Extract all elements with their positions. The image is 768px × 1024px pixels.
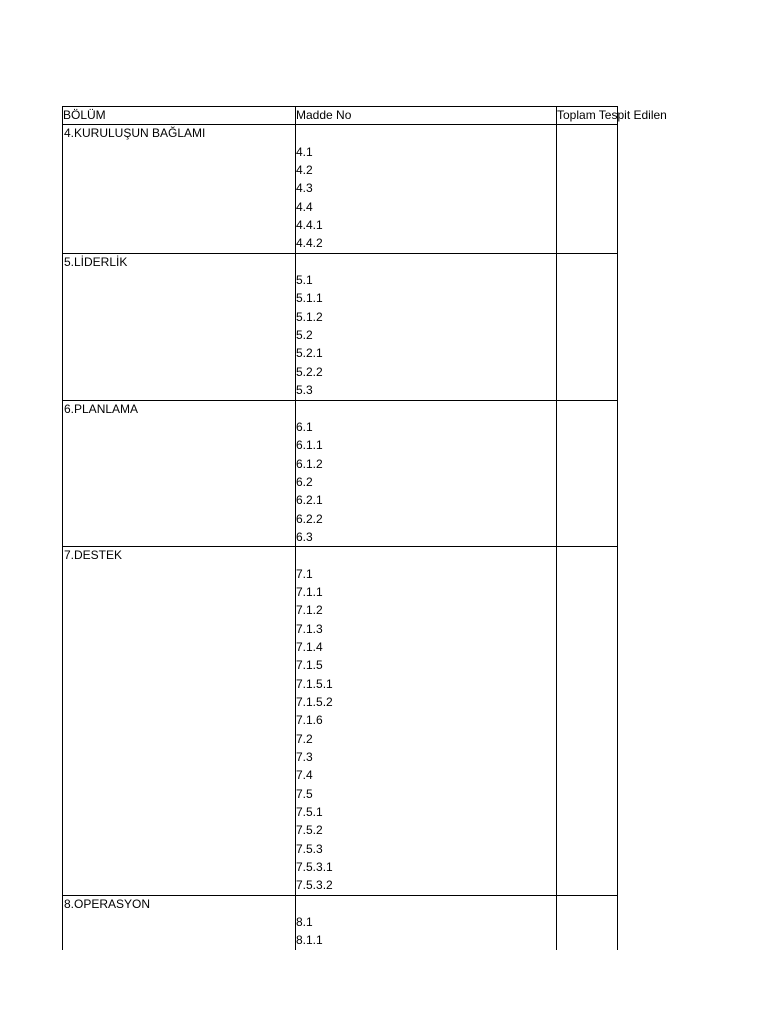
table-row	[62, 565, 618, 583]
total-cell[interactable]	[556, 289, 618, 307]
section-cell-empty[interactable]	[62, 528, 295, 546]
total-cell[interactable]	[556, 161, 618, 179]
table-row	[62, 455, 618, 473]
total-cell[interactable]	[556, 234, 618, 252]
total-cell[interactable]	[556, 748, 618, 766]
grid-horizontal-line	[62, 124, 618, 125]
section-cell-empty[interactable]	[62, 785, 295, 803]
section-cell-empty[interactable]	[62, 620, 295, 638]
clause-number-cell[interactable]: 4.4.1	[296, 218, 323, 233]
section-cell-empty[interactable]	[62, 234, 295, 252]
clause-number-cell[interactable]: 7.5.2	[296, 823, 323, 838]
total-cell[interactable]	[556, 656, 618, 674]
grid-horizontal-line	[62, 106, 618, 107]
table-row	[62, 528, 618, 546]
section-cell-empty[interactable]	[62, 510, 295, 528]
clause-cell-empty[interactable]	[295, 546, 556, 564]
section-cell-empty[interactable]	[62, 583, 295, 601]
section-cell-empty[interactable]	[62, 289, 295, 307]
clause-number-cell[interactable]: 6.3	[296, 529, 313, 544]
total-cell[interactable]	[556, 510, 618, 528]
section-cell-empty[interactable]	[62, 161, 295, 179]
table-row	[62, 344, 618, 362]
clause-number-cell[interactable]: 7.4	[296, 768, 313, 783]
grid-vertical-line	[295, 106, 296, 950]
total-cell[interactable]	[556, 326, 618, 344]
section-title-cell[interactable]: 8.OPERASYON	[64, 896, 151, 911]
clause-number-cell[interactable]: 7.1.3	[296, 621, 323, 636]
table-row	[62, 436, 618, 454]
section-cell-empty[interactable]	[62, 931, 295, 949]
clause-number-cell[interactable]: 7.5.1	[296, 805, 323, 820]
clause-number-cell[interactable]: 6.2	[296, 474, 313, 489]
section-cell-empty[interactable]	[62, 656, 295, 674]
clause-number-cell[interactable]: 4.3	[296, 181, 313, 196]
table-row	[62, 473, 618, 491]
table-row	[62, 418, 618, 436]
clause-number-cell[interactable]: 7.5	[296, 786, 313, 801]
table-row	[62, 693, 618, 711]
clause-number-cell[interactable]: 7.1.5.1	[296, 676, 333, 691]
section-cell-empty[interactable]	[62, 876, 295, 894]
table-row	[62, 363, 618, 381]
clause-cell-empty[interactable]	[295, 895, 556, 913]
clause-number-cell[interactable]: 7.1.5	[296, 658, 323, 673]
section-title-row	[62, 895, 618, 913]
table-row	[62, 748, 618, 766]
clause-cell-empty[interactable]	[295, 253, 556, 271]
section-cell-empty[interactable]	[62, 344, 295, 362]
clause-number-cell[interactable]: 5.1.2	[296, 309, 323, 324]
table-row	[62, 821, 618, 839]
clause-number-cell[interactable]: 5.2.2	[296, 364, 323, 379]
section-cell-empty[interactable]	[62, 308, 295, 326]
section-cell-empty[interactable]	[62, 858, 295, 876]
clause-number-cell[interactable]: 6.1	[296, 419, 313, 434]
section-cell-empty[interactable]	[62, 840, 295, 858]
table-row	[62, 198, 618, 216]
table-row	[62, 840, 618, 858]
table-row	[62, 510, 618, 528]
total-cell[interactable]	[556, 143, 618, 161]
total-cell[interactable]	[556, 418, 618, 436]
clause-number-cell[interactable]: 7.5.3.2	[296, 878, 333, 893]
total-cell[interactable]	[556, 436, 618, 454]
total-cell[interactable]	[556, 840, 618, 858]
total-cell[interactable]	[556, 253, 618, 271]
total-cell[interactable]	[556, 344, 618, 362]
section-title-cell[interactable]: 6.PLANLAMA	[64, 401, 139, 416]
section-cell-empty[interactable]	[62, 711, 295, 729]
total-cell[interactable]	[556, 785, 618, 803]
clause-number-cell[interactable]: 7.1.5.2	[296, 695, 333, 709]
section-cell-empty[interactable]	[62, 198, 295, 216]
header-row	[62, 106, 667, 124]
total-cell[interactable]	[556, 895, 618, 913]
total-cell[interactable]	[556, 675, 618, 693]
table-row	[62, 601, 618, 619]
clause-number-cell[interactable]: 7.1.1	[296, 584, 323, 599]
section-cell-empty[interactable]	[62, 381, 295, 399]
section-title-cell[interactable]: 7.DESTEK	[64, 548, 123, 563]
table-row	[62, 638, 618, 656]
section-cell-empty[interactable]	[62, 473, 295, 491]
section-cell-empty[interactable]	[62, 491, 295, 509]
clause-number-cell[interactable]: 5.2.1	[296, 346, 323, 361]
section-cell-empty[interactable]	[62, 821, 295, 839]
table-row	[62, 326, 618, 344]
section-title-row	[62, 400, 618, 418]
section-title-row	[62, 546, 618, 564]
table-row	[62, 583, 618, 601]
table-row	[62, 161, 618, 179]
total-cell[interactable]	[556, 400, 618, 418]
clause-number-cell[interactable]: 7.5.3.1	[296, 860, 333, 875]
section-cell-empty[interactable]	[62, 913, 295, 931]
total-cell[interactable]	[556, 638, 618, 656]
section-cell-empty[interactable]	[62, 436, 295, 454]
grid-horizontal-line	[62, 253, 618, 254]
clause-number-cell[interactable]: 7.3	[296, 750, 313, 765]
table-row	[62, 711, 618, 729]
section-cell-empty[interactable]	[62, 601, 295, 619]
clause-number-cell[interactable]: 7.5.3	[296, 841, 323, 856]
section-cell-empty[interactable]	[62, 638, 295, 656]
grid-vertical-line	[62, 106, 63, 950]
table-row	[62, 234, 618, 252]
table-row	[62, 730, 618, 748]
section-title-row	[62, 253, 618, 271]
total-cell[interactable]	[556, 565, 618, 583]
table-row	[62, 785, 618, 803]
table-row	[62, 620, 618, 638]
section-cell-empty[interactable]	[62, 766, 295, 784]
total-cell[interactable]	[556, 528, 618, 546]
table-row	[62, 675, 618, 693]
section-cell-empty[interactable]	[62, 363, 295, 381]
table-row	[62, 289, 618, 307]
clause-number-cell[interactable]: 4.4	[296, 199, 313, 214]
clause-number-cell[interactable]: 8.1	[296, 915, 313, 930]
total-cell[interactable]	[556, 858, 618, 876]
section-cell-empty[interactable]	[62, 748, 295, 766]
total-cell[interactable]	[556, 363, 618, 381]
total-cell[interactable]	[556, 766, 618, 784]
spreadsheet-table	[62, 106, 667, 950]
grid-horizontal-line	[62, 400, 618, 401]
clause-number-cell[interactable]: 4.4.2	[296, 236, 323, 251]
table-row	[62, 766, 618, 784]
section-cell-empty[interactable]	[62, 326, 295, 344]
total-cell[interactable]	[556, 271, 618, 289]
clause-cell-empty[interactable]	[295, 400, 556, 418]
total-cell[interactable]	[556, 473, 618, 491]
total-cell[interactable]	[556, 546, 618, 564]
total-cell[interactable]	[556, 876, 618, 894]
table-row	[62, 216, 618, 234]
table-row	[62, 931, 618, 949]
table-body	[62, 124, 618, 949]
clause-number-cell[interactable]: 5.3	[296, 383, 313, 398]
table-row	[62, 656, 618, 674]
clause-number-cell[interactable]: 7.1.6	[296, 713, 323, 728]
header-clause-cell[interactable]: Madde No	[296, 108, 352, 122]
table-row	[62, 913, 618, 931]
table-row	[62, 803, 618, 821]
total-cell[interactable]	[556, 216, 618, 234]
clause-number-cell[interactable]: 7.2	[296, 731, 313, 746]
clause-number-cell[interactable]: 6.1.2	[296, 456, 323, 471]
section-cell-empty[interactable]	[62, 271, 295, 289]
total-cell[interactable]	[556, 913, 618, 931]
total-cell[interactable]	[556, 491, 618, 509]
total-cell[interactable]	[556, 198, 618, 216]
section-title-cell[interactable]: 5.LİDERLİK	[64, 254, 128, 269]
section-cell-empty[interactable]	[62, 143, 295, 161]
table-row	[62, 179, 618, 197]
clause-number-cell[interactable]: 7.1	[296, 566, 313, 581]
clause-number-cell[interactable]: 4.2	[296, 163, 313, 178]
table-row	[62, 308, 618, 326]
total-cell[interactable]	[556, 931, 618, 949]
clause-number-cell[interactable]: 7.1.2	[296, 603, 323, 618]
total-cell[interactable]	[556, 601, 618, 619]
clause-number-cell[interactable]: 6.2.2	[296, 511, 323, 526]
clause-number-cell[interactable]: 7.1.4	[296, 639, 323, 654]
grid-vertical-line	[556, 106, 557, 950]
table-row	[62, 491, 618, 509]
table-row	[62, 858, 618, 876]
table-row	[62, 271, 618, 289]
clause-number-cell[interactable]: 8.1.1	[296, 933, 323, 948]
section-cell-empty[interactable]	[62, 418, 295, 436]
total-cell[interactable]	[556, 583, 618, 601]
section-cell-empty[interactable]	[62, 675, 295, 693]
header-total-cell[interactable]: Toplam Tespit Edilen	[557, 108, 667, 122]
table-row	[62, 381, 618, 399]
total-cell[interactable]	[556, 730, 618, 748]
total-cell[interactable]	[556, 711, 618, 729]
grid-vertical-line	[617, 106, 618, 950]
total-cell[interactable]	[556, 381, 618, 399]
clause-number-cell[interactable]: 6.2.1	[296, 493, 323, 508]
section-cell-empty[interactable]	[62, 730, 295, 748]
section-cell-empty[interactable]	[62, 693, 295, 711]
total-cell[interactable]	[556, 455, 618, 473]
clause-number-cell[interactable]: 4.1	[296, 144, 313, 159]
section-cell-empty[interactable]	[62, 179, 295, 197]
header-section-cell[interactable]: BÖLÜM	[63, 108, 106, 122]
total-cell[interactable]	[556, 693, 618, 711]
total-cell[interactable]	[556, 308, 618, 326]
grid-horizontal-line	[62, 895, 618, 896]
clause-number-cell[interactable]: 5.2	[296, 328, 313, 343]
total-cell[interactable]	[556, 821, 618, 839]
total-cell[interactable]	[556, 620, 618, 638]
total-cell[interactable]	[556, 124, 618, 142]
total-cell[interactable]	[556, 803, 618, 821]
grid-horizontal-line	[62, 546, 618, 547]
section-cell-empty[interactable]	[62, 216, 295, 234]
section-cell-empty[interactable]	[62, 565, 295, 583]
section-title-row	[62, 124, 618, 142]
clause-cell-empty[interactable]	[295, 124, 556, 142]
section-cell-empty[interactable]	[62, 803, 295, 821]
section-cell-empty[interactable]	[62, 455, 295, 473]
clause-number-cell[interactable]: 6.1.1	[296, 438, 323, 453]
table-row	[62, 143, 618, 161]
table-row	[62, 876, 618, 894]
total-cell[interactable]	[556, 179, 618, 197]
clause-number-cell[interactable]: 5.1.1	[296, 291, 323, 306]
clause-number-cell[interactable]: 5.1	[296, 273, 313, 288]
section-title-cell[interactable]: 4.KURULUŞUN BAĞLAMI	[64, 126, 206, 141]
